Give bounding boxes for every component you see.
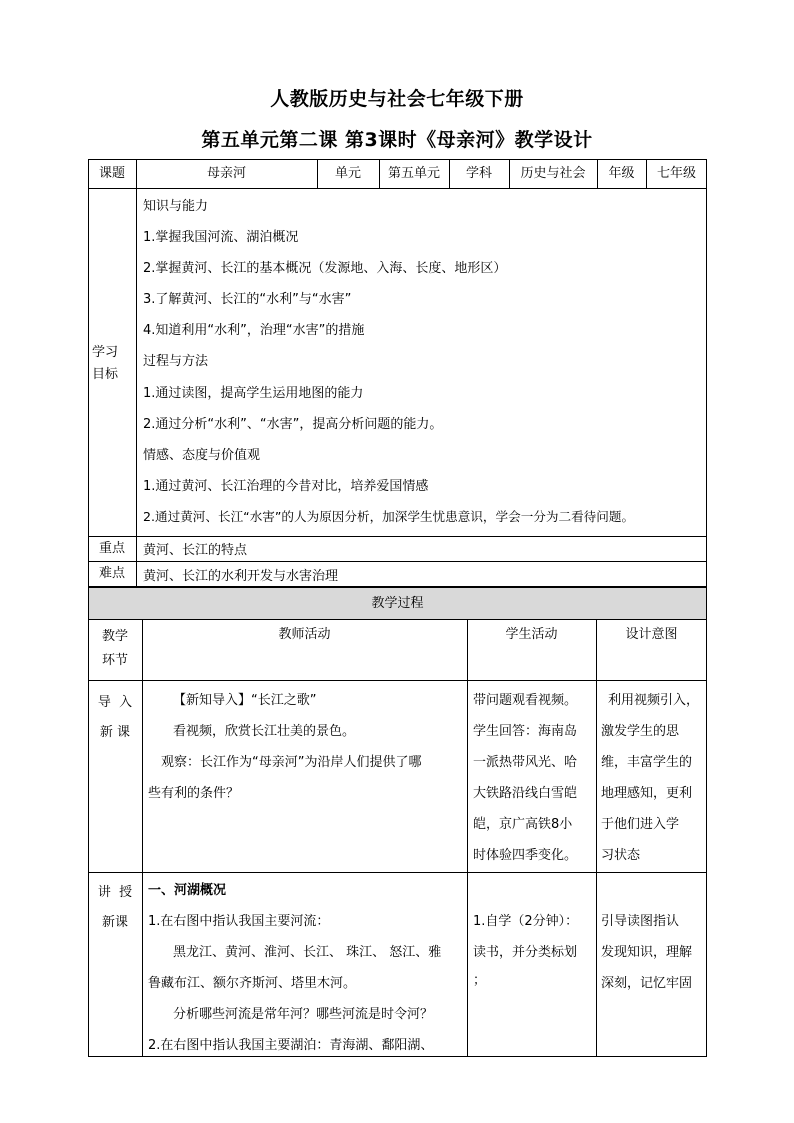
document-title: 人教版历史与社会七年级下册 [270,88,524,110]
intro-intent-line: 维，丰富学生的 [601,755,693,770]
lecture-teacher-line: 黑龙江、黄河、淮河、长江、 珠江、 怒江、雅 [173,945,442,960]
stage-header-line: 教学 [101,629,128,644]
grade-label: 年级 [608,165,635,181]
objective-line: 1.掌握我国河流、湖泊概况 [143,230,299,245]
lecture-student-line: ； [473,973,487,988]
objective-line: 1.通过黄河、长江治理的今昔对比，培养爱国情感 [143,479,429,494]
objective-line: 知识与能力 [143,199,209,214]
row-divider [88,188,707,189]
lecture-stage-line: 讲 授 [97,885,133,900]
intro-teacher-line: 观察：长江作为“母亲河”为沿岸人们提供了哪 [161,755,422,770]
row-divider [88,561,707,562]
intro-intent-line: 激发学生的思 [601,724,680,739]
unit-label: 单元 [334,165,361,181]
intro-student-line: 学生回答：海南岛 [473,724,578,739]
col-divider [142,619,143,1057]
intro-student-line: 时体验四季变化。 [473,848,578,863]
lecture-stage [88,878,142,938]
lecture-intent-line: 发现知识，理解 [601,945,693,960]
key-point-label: 重点 [98,540,125,556]
col-divider [467,619,468,1057]
objective-line: 情感、态度与价值观 [143,448,261,463]
row-divider [88,536,707,537]
design-intent-header: 设计意图 [625,627,678,642]
stage-header-line: 环节 [101,653,128,668]
lecture-teacher-line: 2.在右图中指认我国主要湖泊：青海湖、鄱阳湖、 [148,1038,434,1053]
row-divider [88,872,707,873]
intro-student-line: 一派热带风光、哈 [473,755,578,770]
col-divider [596,619,597,1057]
objective-line: 过程与方法 [143,354,209,369]
lecture-intent-line: 引导读图指认 [601,914,680,929]
lecture-student-line: 1.自学（2分钟）： [473,914,579,929]
topic-value: 母亲河 [206,165,246,181]
topic-label: 课题 [98,165,125,181]
document-subtitle: 第五单元第二课 第3课时《母亲河》教学设计 [201,129,593,151]
objective-line: 2.通过分析“水利”、“水害”，提高分析问题的能力。 [143,417,443,432]
intro-teacher-line: 些有利的条件？ [148,786,240,801]
row-divider [88,619,707,620]
objective-line: 4.知道利用“水利”，治理“水害”的措施 [143,323,365,338]
lecture-teacher-line: 1.在右图中指认我国主要河流： [148,914,330,929]
intro-teacher-line: 看视频，欣赏长江壮美的景色。 [173,724,356,739]
grade-value: 七年级 [656,165,696,181]
lecture-teacher-line: 分析哪些河流是常年河？哪些河流是时令河？ [173,1007,434,1022]
intro-student-line: 大铁路沿线白雪皑 [473,786,578,801]
row-divider [88,680,707,681]
teacher-activity-header: 教师活动 [278,627,331,642]
lecture-student-line: 读书，并分类标划 [473,945,578,960]
subject-label: 学科 [465,165,492,181]
objectives-label-line: 学习 [92,345,119,360]
lecture-intent-line: 深刻，记忆牢固 [601,976,693,991]
objectives-label-line: 目标 [92,367,119,382]
objective-line: 2.掌握黄河、长江的基本概况（发源地、入海、长度、地形区） [143,261,507,276]
objectives-label [92,342,132,386]
subject-value: 历史与社会 [520,165,586,181]
intro-stage-line: 新 课 [99,725,131,740]
objective-line: 3.了解黄河、长江的“水利”与“水害” [143,292,352,307]
lecture-teacher-line: 鲁藏布江、额尔齐斯河、塔里木河。 [148,976,357,991]
difficult-point-value: 黄河、长江的水利开发与水害治理 [143,569,339,584]
intro-stage-line: 导 入 [97,695,133,710]
col-divider [136,159,137,587]
intro-teacher-line: 【新知导入】“长江之歌” [173,693,317,708]
intro-intent-line: 习状态 [601,848,641,863]
objective-line: 1.通过读图，提高学生运用地图的能力 [143,386,364,401]
difficult-point-label: 难点 [98,566,125,581]
process-title: 教学过程 [89,588,706,619]
student-activity-header: 学生活动 [505,627,558,642]
intro-student-line: 带问题观看视频。 [473,693,578,708]
lecture-stage-line: 新课 [101,915,128,930]
intro-stage [88,688,142,748]
intro-intent-line: 利用视频引入， [608,693,700,708]
intro-intent-line: 地理感知，更利 [601,786,693,801]
lecture-section-heading: 一、河湖概况 [148,883,227,898]
intro-student-line: 皑，京广高铁8小 [473,817,573,832]
stage-header [88,625,142,673]
unit-value: 第五单元 [387,165,440,181]
key-point-value: 黄河、长江的特点 [143,543,248,558]
intro-intent-line: 于他们进入学 [601,817,680,832]
objective-line: 2.通过黄河、长江“水害”的人为原因分析，加深学生忧患意识，学会一分为二看待问题。 [143,509,635,524]
